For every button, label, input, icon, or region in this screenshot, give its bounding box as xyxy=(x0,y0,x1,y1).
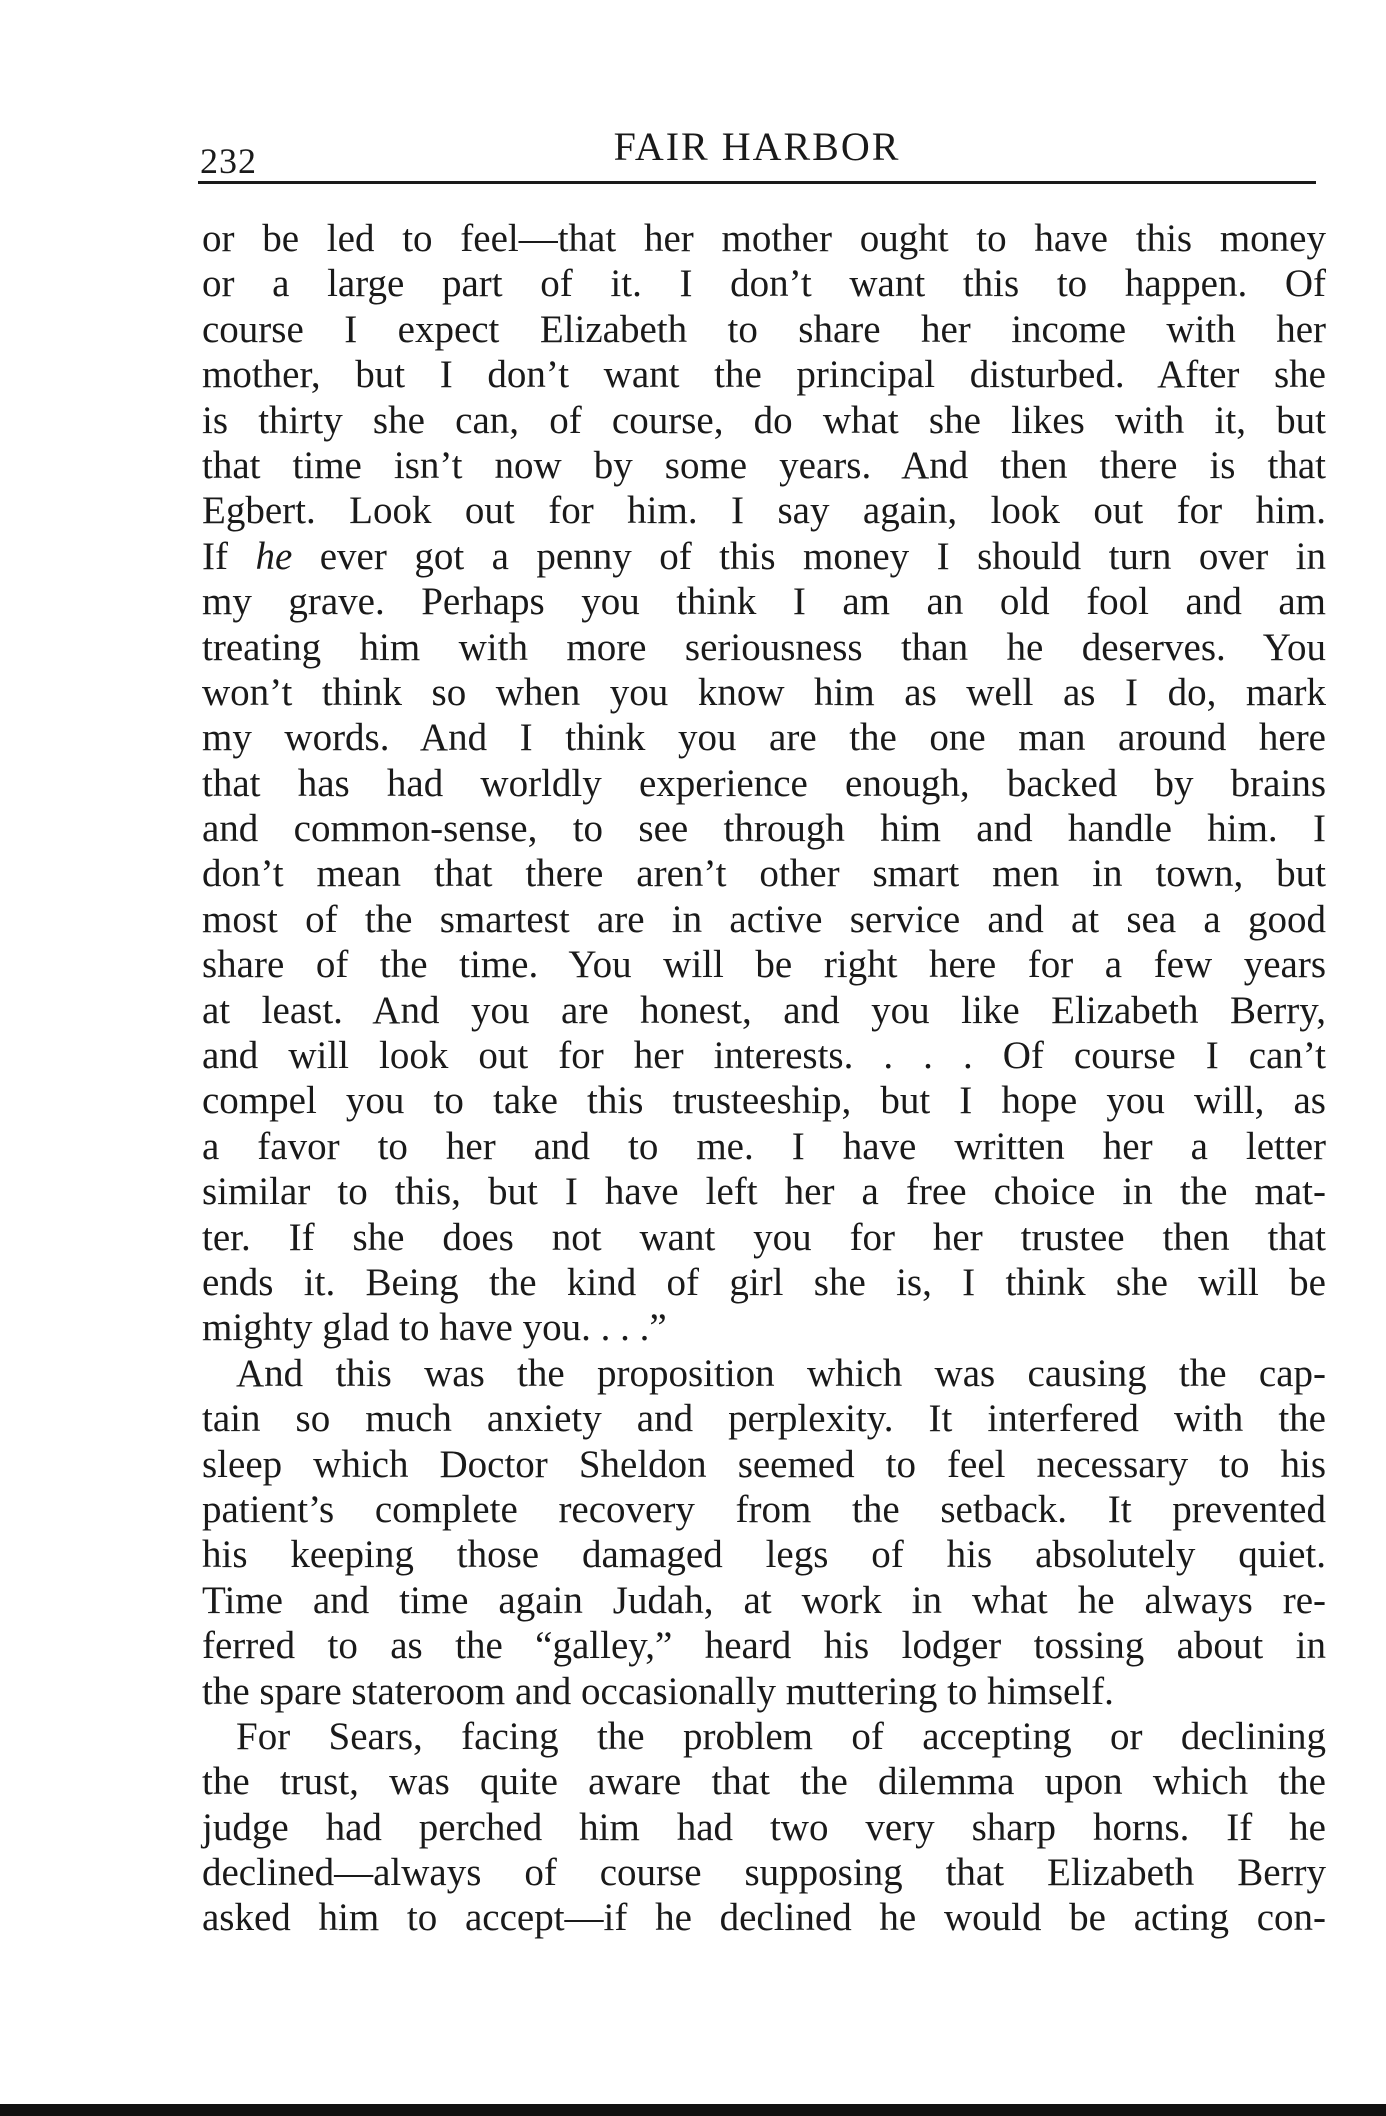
page-header xyxy=(198,118,1316,182)
text-line: ferred to as the “galley,” heard his lodger tossing about in xyxy=(202,1624,1326,1668)
text-line: declined—always of course supposing that Elizabeth Berry xyxy=(202,1851,1326,1895)
text-line: a favor to her and to me. I have written her a letter xyxy=(202,1124,1326,1168)
text-line: my words. And I think you are the one man around here xyxy=(202,716,1326,760)
text-line: and will look out for her interests. . . . Of course I can’t xyxy=(202,1034,1326,1078)
text-line: asked him to accept—if he declined he would be acting con- xyxy=(202,1896,1326,1940)
text-line: Egbert. Look out for him. I say again, look out for him. xyxy=(202,489,1326,533)
text-line: And this was the proposition which was causing the cap- xyxy=(236,1351,1326,1395)
text-line: and common-sense, to see through him and handle him. I xyxy=(202,807,1326,851)
text-line: that time isn’t now by some years. And then there is that xyxy=(202,443,1326,487)
text-line: at least. And you are honest, and you like Elizabeth Berry, xyxy=(202,988,1326,1032)
text-line: compel you to take this trusteeship, but I hope you will, as xyxy=(202,1079,1326,1123)
text-line: his keeping those damaged legs of his absolutely quiet. xyxy=(202,1533,1326,1577)
text-line: mighty glad to have you. . . .” xyxy=(202,1306,667,1350)
emphasis: he xyxy=(255,534,293,578)
text-line: If he ever got a penny of this money I should turn over in xyxy=(202,534,1326,578)
text-line: tain so much anxiety and perplexity. It interfered with the xyxy=(202,1397,1326,1441)
text-line: won’t think so when you know him as well as I do, mark xyxy=(202,670,1326,714)
text-line: course I expect Elizabeth to share her income with her xyxy=(202,307,1326,351)
text-line: judge had perched him had two very sharp horns. If he xyxy=(202,1805,1326,1849)
body-text xyxy=(202,216,1326,1941)
text-line: share of the time. You will be right here for a few years xyxy=(202,943,1326,987)
page-number: 232 xyxy=(200,141,257,181)
text-line: or be led to feel—that her mother ought to have this money xyxy=(202,217,1326,260)
running-title: FAIR HARBOR xyxy=(613,124,901,169)
bottom-edge-bar xyxy=(0,2104,1386,2116)
text-line: similar to this, but I have left her a free choice in the mat- xyxy=(202,1170,1326,1214)
text-line: most of the smartest are in active service and at sea a good xyxy=(202,897,1326,941)
header-rule xyxy=(198,181,1316,184)
text-line: sleep which Doctor Sheldon seemed to feel necessary to his xyxy=(202,1442,1326,1486)
text-line: For Sears, facing the problem of accepting or declining xyxy=(236,1714,1326,1758)
text-line: my grave. Perhaps you think I am an old fool and am xyxy=(202,580,1326,624)
text-line: is thirty she can, of course, do what she likes with it, but xyxy=(202,398,1326,442)
text-line: that has had worldly experience enough, backed by brains xyxy=(202,761,1326,805)
text-line: or a large part of it. I don’t want this to happen. Of xyxy=(202,262,1326,306)
text-line: the spare stateroom and occasionally muttering to himself. xyxy=(202,1669,1114,1713)
text-line: ends it. Being the kind of girl she is, I think she will be xyxy=(202,1260,1326,1304)
text-line: Time and time again Judah, at work in what he always re- xyxy=(202,1578,1326,1622)
text-line: treating him with more seriousness than he deserves. You xyxy=(202,625,1326,669)
text-line: don’t mean that there aren’t other smart men in town, but xyxy=(202,852,1326,896)
text-line: ter. If she does not want you for her trustee then that xyxy=(202,1215,1326,1259)
text-line: mother, but I don’t want the principal disturbed. After she xyxy=(202,353,1326,397)
text-line: patient’s complete recovery from the setback. It prevented xyxy=(202,1487,1326,1531)
text-line: the trust, was quite aware that the dilemma upon which the xyxy=(202,1760,1326,1804)
